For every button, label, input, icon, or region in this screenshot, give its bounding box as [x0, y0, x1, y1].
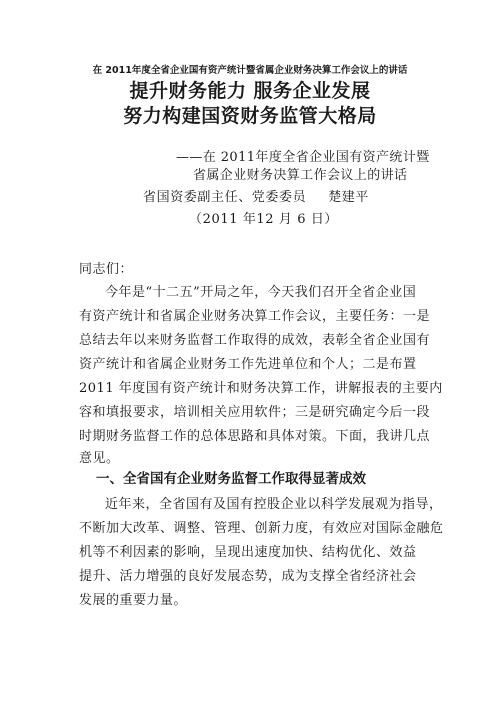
speaker-name: 楚建平 — [328, 190, 370, 205]
paragraph-line: 时期财务监督工作的总体思路和具体对策。下面，我讲几点 — [79, 429, 431, 444]
paragraph-line: 总结去年以来财务监督工作取得的成效，表彰全省企业国有 — [79, 333, 431, 348]
section-heading: 一、全省国有企业财务监督工作取得显著成效 — [96, 471, 366, 487]
paragraph-line: 近年来，全省国有及国有控股企业以科学发展观为指导， — [105, 497, 443, 512]
paragraph-line: 2011 年度国有资产统计和财务决算工作，讲解报表的主要内 — [79, 381, 443, 396]
paragraph-line: 机等不利因素的影响，呈现出速度加快、结构优化、效益 — [79, 545, 417, 560]
salutation: 同志们： — [79, 262, 134, 277]
subtitle-line-2: 省属企业财务决算工作会议上的讲话 — [193, 168, 408, 183]
paragraph-line: 今年是“十二五”开局之年，今天我们召开全省企业国 — [105, 285, 417, 300]
main-title-line-1: 提升财务能力 服务企业发展 — [129, 80, 371, 102]
paragraph-line: 容和填报要求，培训相关应用软件；三是研究确定今后一段 — [79, 405, 431, 420]
speaker-line — [143, 186, 369, 205]
paragraph-line: 不断加大改革、调整、管理、创新力度，有效应对国际金融危 — [79, 521, 444, 536]
paragraph-line: 意见。 — [79, 451, 120, 466]
paragraph-line: 提升、活力增强的良好发展态势，成为支撑全省经济社会 — [79, 569, 417, 584]
speech-date: （2011 年12 月 6 日） — [189, 212, 339, 227]
paragraph-line: 有资产统计和省属企业财务决算工作会议，主要任务：一是 — [79, 309, 431, 324]
paragraph-line: 资产统计和省属企业财务工作先进单位和个人；二是布置 — [79, 357, 417, 372]
paragraph-line: 发展的重要力量。 — [79, 593, 188, 608]
main-title-line-2: 努力构建国资财务监管大格局 — [123, 105, 377, 127]
speaker-position: 省国资委副主任、党委委员 — [143, 190, 307, 205]
subtitle-line-1: ——在 2011年度全省企业国有资产统计暨 — [176, 150, 430, 165]
running-header: 在 2011年度全省企业国有资产统计暨省属企业财务决算工作会议上的讲话 — [92, 65, 408, 76]
